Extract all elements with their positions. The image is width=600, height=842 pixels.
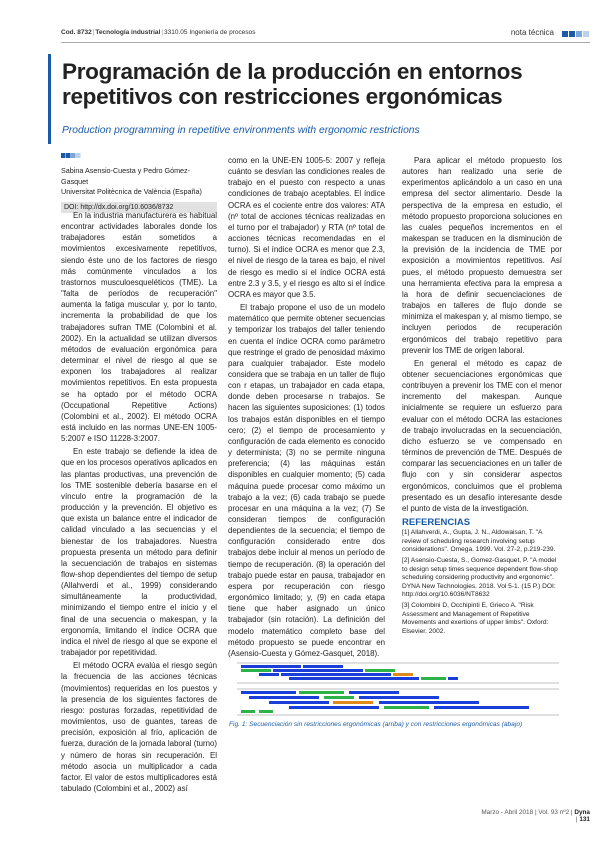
paragraph: El método OCRA evalúa el riesgo según la frecuencia de las acciones técnicas (movimientos) requeridas en los puestos y la presencia de los siguientes factores de riesgo: posturas forzadas, repetitividad de movimientos, uso de guantes, tareas de precisión, exposición al frío, aplicación de fuerza, duración de la jornada laboral (turno) y número de horas sin recuperación. El método asocia un multiplicador a cada factor. El valor de estos multiplicadores está tabulado (Colombini et al., 2002) así: [61, 661, 217, 793]
footer-separator: |: [575, 816, 578, 823]
section-label: nota técnica: [510, 28, 554, 37]
paragraph: como en la UNE-EN 1005-5: 2007 y refleja cuánto se desvían las condiciones reales de trabajo en el puesto con respecto a unas condiciones de trabajo aceptables. El índice OCRA es el cociente entre dos valores: ATA (nº total de acciones técnicas realizadas en el turno por el trabajador) y RTA (nº total de acciones técnicas recomendadas en el turno). Si el índice OCRA es menor que 2.3, el nivel de riesgo de la tarea es bajo, el nivel de riesgo es medio si el índice OCRA está entre 2.3 y 3.5, y el riesgo es alto si el índice OCRA es mayor que 3.5.: [228, 156, 385, 299]
paragraph: En general el método es capaz de obtener secuenciaciones ergonómicas que contribuyen a prevenir los TME con el menor incremento del makespan. Aunque inicialmente se requiere un esfuerzo para evaluar con el método OCRA las estaciones de trabajo involucradas en la secuenciación, dicho esfuerzo se ve compensado en términos de prevención de TME. Después de comparar las secuenciaciones en un taller de flujo con y sin considerar aspectos ergonómicos, concluimos que el problema presentado es un desafío interesante desde el punto de vista de la investigación.: [402, 358, 562, 513]
article-category: Tecnología industrial: [95, 29, 161, 36]
references-heading: REFERENCIAS: [402, 517, 471, 528]
header-squares-icon: [562, 30, 590, 38]
page-header: [61, 29, 590, 41]
page-footer: [480, 809, 590, 823]
article-subcategory: 3310.05 Ingeniería de procesos: [164, 29, 256, 36]
authors: Sabina Asensio-Cuesta y Pedro Gómez-Gasquet: [61, 166, 191, 186]
column-3: [402, 155, 562, 638]
article-subtitle: Production programming in repetitive environments with ergonomic restrictions: [62, 125, 420, 136]
title-accent-bar: [48, 54, 51, 144]
gantt-figure: [229, 659, 570, 719]
column-1: [61, 210, 217, 796]
page-number: 131: [579, 816, 590, 823]
figure-caption: Fig. 1: Secuenciación sin restricciones ergonómicas (arriba) y con restricciones ergonómicas (abajo): [229, 721, 523, 728]
gantt-top: [237, 663, 559, 683]
author-squares-icon: [61, 153, 81, 159]
article-code: Cod. 8732: [61, 29, 92, 36]
gantt-bottom: [237, 689, 559, 715]
header-left: Cod. 8732|Tecnología industrial|3310.05 Ingeniería de procesos: [61, 29, 256, 36]
paragraph: En este trabajo se defiende la idea de que en los procesos operativos aplicados en las plantas productivas, una prevención de los TME sostenible debería basarse en el vínculo entre la programación de la producción y la prevención. El objetivo es que exista un balance entre el indicador de calidad vinculado a las secuencias y el bienestar de los trabajadores. Nuestra propuesta presenta un método para definir la secuenciación de trabajos en sistemas flow-shop dependientes del tiempo de setup (Allahverdi et al., 1999) considerando simultáneamente la productividad, minimizando el tiempo entre el inicio y el final de una secuencia o makespan, y la ergonomía, limitando el índice OCRA que indica el nivel de riesgo al que se expone el trabajador por repetitividad.: [61, 447, 217, 658]
author-box: [61, 148, 217, 213]
column-2: [228, 155, 385, 661]
footer-issue: Marzo - Abril 2018 | Vol. 93 nº2 |: [481, 809, 573, 816]
reference-item: [1] Allahverdi, A., Gupta, J. N., Aldowaisan, T. "A review of scheduling research involving setup considerations". Omega. 1999. Vol. 27-2, p.219-239.: [402, 529, 556, 554]
reference-item: [2] Asensio-Cuesta, S., Gomez-Gasquet, P. "A model to design setup times sequence dependent flow-shop scheduling considering productivity and ergonomic". DYNA New Technologies. 2018. Vol 5-1. (15 P.) DOI: http://doi.org/10.6036/NT8632: [402, 556, 558, 599]
affiliation: Universitat Politècnica de València (España): [61, 187, 202, 196]
paragraph: El trabajo propone el uso de un modelo matemático que permite obtener secuencias y temporizar los trabajos del taller teniendo en cuenta el índice OCRA como parámetro que restringe el grado de penosidad máximo para cualquier trabajador. Este modelo considera que se trabaja en un taller de flujo con r etapas, un trabajador en cada etapa, donde deben procesarse n trabajos. Se hacen las siguientes suposiciones: (1) todos los trabajos están disponibles en el tiempo cero; (2) el tiempo de procesamiento y configuración de cada elemento es conocido y determinista; (3) no se permite ninguna preferencia; (4) las máquinas están disponibles en cualquier momento; (5) cada máquina puede procesar como máximo un trabajo a la vez; (6) cada trabajo se puede procesar en una máquina a la vez; (7) Se consideran tiempos de configuración dependientes de la secuencia; el tiempo de configuración considerado entre dos trabajos debe incluir al menos un período de tiempo de recuperación. (8) la operación del trabajo puede estar en pausa, trabajador en espera por recuperación con riesgo ergonómico limitado; y, (9) en cada etapa tiene que haber asignado un único trabajador (sin rotación). La definición del modelo matemático completo base del método propuesto se puede encontrar en (Asensio-Cuesta y Gómez-Gasquet, 2018).: [228, 303, 385, 658]
header-divider: [61, 42, 590, 43]
article-title: Programación de la producción en entornos repetitivos con restricciones ergonómicas: [62, 59, 523, 109]
reference-item: [3] Colombini D, Occhipinti E, Grieco A. "Risk Assessment and Management of Repetitive Movements and exertions of upper limbs". Oxford: Elsevier. 2002.: [402, 601, 549, 635]
paragraph: En la industria manufacturera es habitual encontrar actividades laborales donde los trabajadores están sometidos a movimientos excesivamente repetitivos, siendo éste uno de los factores de riesgo más comúnmente vinculados a los trastornos musculoesqueléticos (TME). La "falta de períodos de recuperación" aumenta la fatiga muscular y, por lo tanto, incrementa la probabilidad de que los trabajadores sufran TME (Colombini et al. 2002). En la actualidad se utilizan diversos métodos de evaluación ergonómica para determinar el nivel de riesgo al que se exponen los trabajadores al realizar movimientos repetitivos. En esta propuesta se ha optado por el método OCRA (Occupational Repetitive Actions) (Colombini et al., 2002). El método OCRA está incluido en las normas UNE-EN 1005-5:2007 e ISO 11228-3:2007.: [61, 211, 217, 444]
paragraph: Para aplicar el método propuesto los autores han realizado una serie de experimentos aplicándolo a un caso en una empresa del sector alimentario. Desde la perspectiva de la empresa en estudio, el método propuesto proporciona soluciones en las cuales pequeños incrementos en el makespan se traducen en la disminución de la previsión de la incidencia de TME por exposición a movimientos repetitivos. Así pues, el método propuesto demuestra ser una herramienta efectiva para la empresa a la hora de definir secuenciaciones de trabajos en talleres de flujo donde se minimiza el makespan y, al mismo tiempo, se incluyen periodos de recuperación ergonómicos del trabajo repetitivo para prevenir los TME de origen laboral.: [402, 156, 562, 355]
footer-journal: Dyna: [574, 809, 590, 816]
doi-link[interactable]: DOI: http://dx.doi.org/10.6036/8732: [61, 202, 217, 213]
